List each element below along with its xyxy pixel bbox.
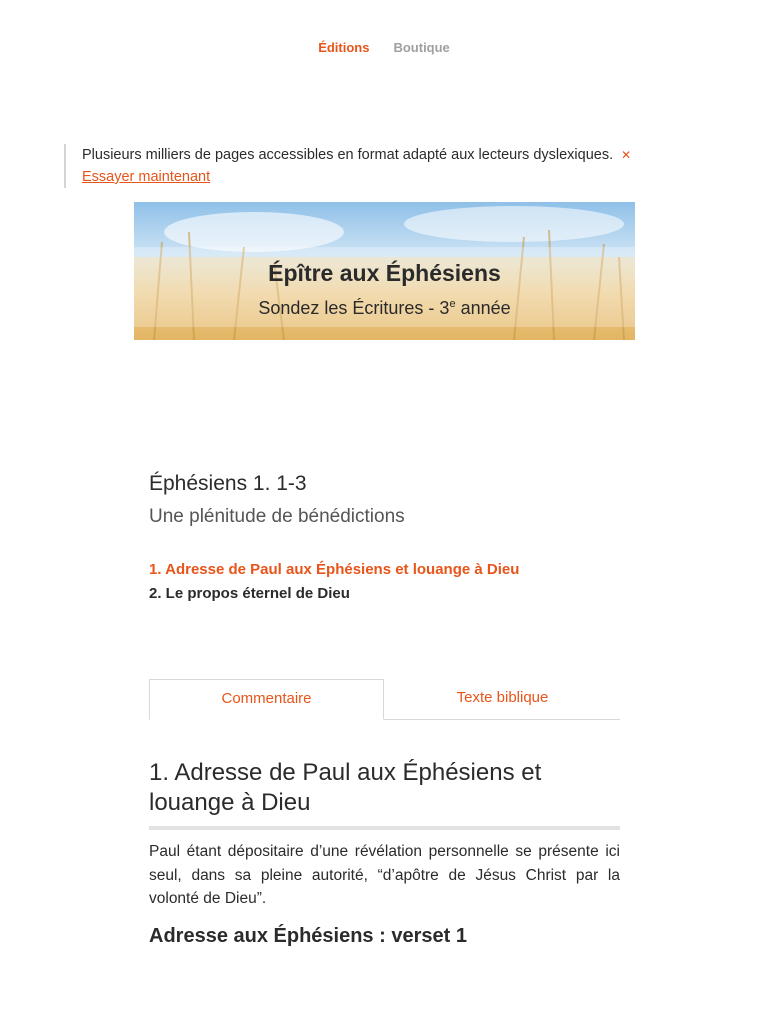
notice-text: Plusieurs milliers de pages accessibles en format adapté aux lecteurs dyslexiques. xyxy=(82,147,614,163)
hero-banner xyxy=(134,202,635,340)
toc-item-2[interactable]: 2. Le propos éternel de Dieu xyxy=(149,585,350,602)
top-navigation xyxy=(0,40,768,55)
toc-item-1[interactable]: 1. Adresse de Paul aux Éphésiens et louange à Dieu xyxy=(149,561,520,578)
banner-subtitle: Sondez les Écritures - 3e année xyxy=(258,298,511,318)
tab-commentaire[interactable]: Commentaire xyxy=(149,679,384,720)
section-reference: Éphésiens 1. 1-3 xyxy=(149,472,307,495)
table-of-contents xyxy=(149,558,519,606)
article-subheading: Adresse aux Éphésiens : verset 1 xyxy=(149,925,467,947)
article-paragraph: Paul étant dépositaire d’une révélation personnelle se présente ici seul, dans sa pleine autorité, “d’apôtre de Jésus Christ par la volonté de Dieu”. xyxy=(149,843,620,907)
nav-item-boutique[interactable]: Boutique xyxy=(393,40,450,55)
dyslexia-notice xyxy=(64,144,702,188)
content-tabs xyxy=(149,679,620,720)
nav-item-editions[interactable]: Éditions xyxy=(318,40,370,55)
article-heading: 1. Adresse de Paul aux Éphésiens et louange à Dieu xyxy=(149,758,620,830)
tab-texte-biblique[interactable]: Texte biblique xyxy=(456,689,549,706)
banner-title: Épître aux Éphésiens xyxy=(268,260,501,286)
close-icon[interactable]: ✕ xyxy=(621,148,632,162)
section-subtitle: Une plénitude de bénédictions xyxy=(149,506,405,527)
try-now-link[interactable]: Essayer maintenant xyxy=(82,169,211,185)
